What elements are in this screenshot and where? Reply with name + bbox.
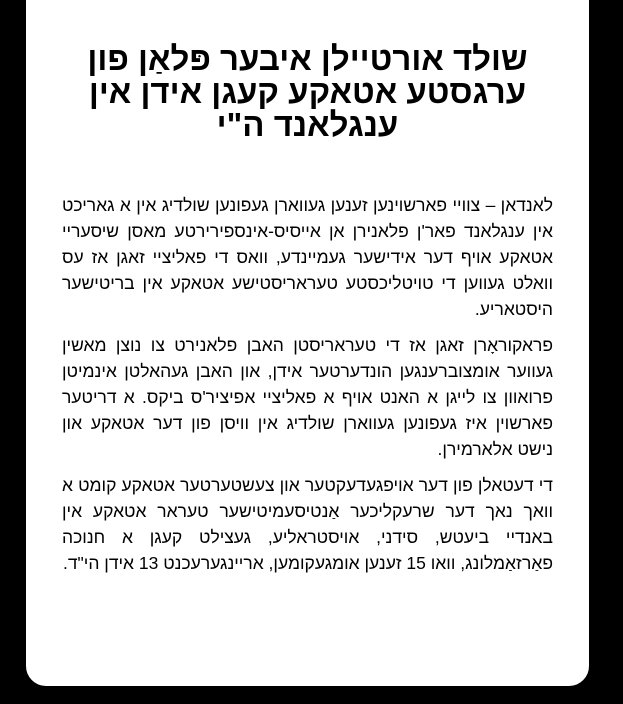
article-content: [62, 42, 553, 586]
article-paragraph: די דעטאלן פון דער אויפגעדעקטער און צעשטערטער אטאקע קומט א וואך נאך דער שרעקליכער אַנטיסעמיטישער טעראר אטאקע אין באנדיי ביעטש, סידני, אויסטראליע, געצילט קעגן א חנוכה פאַרזאַמלונג, וואו 15 זענען אומגעקומען, אריינגערעכנט 13 אידן הי"ד.: [62, 475, 553, 573]
article-paragraph: פראקוראָרן זאגן אז די טעראריסטן האבן פלאנירט צו נוצן מאשין געווער אומצוברענגען הונדערטער אידן, און האבן געהאלטן אינמיטן פרואוון צו לייגן א האנט אויף א פאליציי אפיציר'ס ביקס. א דריטער פארשוין איז געפונען געווארן שולדיג אין וויסן פון דער אטאקע און נישט אלארמירן.: [62, 335, 553, 459]
article-card: [18, 0, 597, 694]
article-headline: שולד אורטיילן איבער פּלאַן פון ערגסטע אטאקע קעגן אידן אין ענגלאנד ה"י: [87, 40, 528, 143]
article-body: [62, 192, 553, 576]
article-paragraph: לאנדאן – צוויי פארשוינען זענען געווארן געפונען שולדיג אין א גאריכט אין ענגלאנד פאר'ן פלאנירן אן אייסיס-אינספירירטע מאסן שיסעריי אטאקע אויף דער אידישער געמיינדע, וואס די פאליציי זאגן אז עס וואלט געווען די טויטליכסטע טעראריסטישע אטאקע אין בריטישער היסטאריע.: [62, 195, 553, 319]
